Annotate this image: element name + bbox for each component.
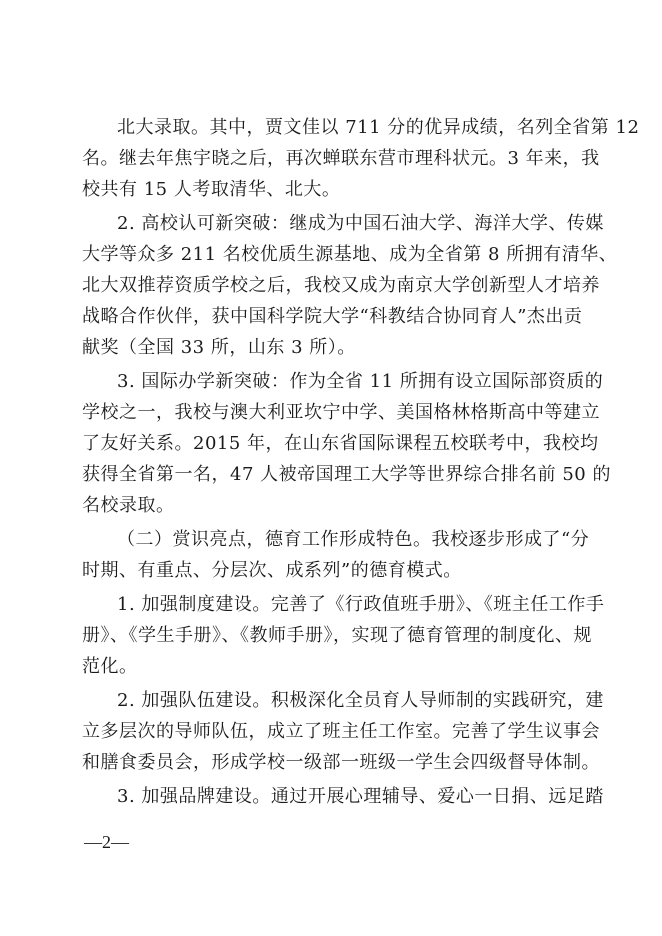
text-line: 时期、有重点、分层次、成系列”的德育模式。	[82, 560, 462, 581]
text-line: 3. 加强品牌建设。通过开展心理辅导、爱心一日捐、远足踏	[117, 786, 604, 807]
text-line: 战略合作伙伴，获中国科学院大学“科教结合协同育人”杰出贡	[82, 306, 583, 327]
text-line: 了友好关系。2015 年，在山东省国际课程五校联考中，我校均	[82, 433, 599, 454]
text-line: 3. 国际办学新突破：作为全省 11 所拥有设立国际部资质的	[117, 371, 604, 392]
text-line: 1. 加强制度建设。完善了《行政值班手册》、《班主任工作手	[117, 594, 605, 615]
text-line: 名校录取。	[82, 495, 175, 516]
text-line: 范化。	[82, 656, 138, 677]
text-line: 立多层次的导师队伍，成立了班主任工作室。完善了学生议事会	[82, 721, 600, 742]
text-line: 册》、《学生手册》、《教师手册》，实现了德育管理的制度化、规	[82, 625, 592, 646]
page-number: —2—	[84, 832, 129, 852]
text-line: 北大录取。其中，贾文佳以 711 分的优异成绩，名列全省第 12	[117, 117, 640, 138]
text-line: 北大双推荐资质学校之后，我校又成为南京大学创新型人才培养	[82, 275, 600, 296]
text-line: 学校之一，我校与澳大利亚坎宁中学、美国格林格斯高中等建立	[82, 402, 600, 423]
text-line: 2. 高校认可新突破：继成为中国石油大学、海洋大学、传媒	[117, 213, 604, 234]
text-line: 献奖（全国 33 所，山东 3 所）。	[82, 337, 356, 358]
text-line: 和膳食委员会，形成学校一级部一班级一学生会四级督导体制。	[82, 752, 600, 773]
text-line: 获得全省第一名，47 人被帝国理工大学等世界综合排名前 50 的	[82, 464, 611, 485]
text-line: 2. 加强队伍建设。积极深化全员育人导师制的实践研究，建	[117, 690, 604, 711]
text-line: （二）赏识亮点，德育工作形成特色。我校逐步形成了“分	[117, 529, 590, 550]
text-line: 名。继去年焦宇晓之后，再次蝉联东营市理科状元。3 年来，我	[82, 148, 600, 169]
text-line: 校共有 15 人考取清华、北大。	[82, 179, 341, 200]
text-line: 大学等众多 211 名校优质生源基地、成为全省第 8 所拥有清华、	[82, 244, 618, 265]
